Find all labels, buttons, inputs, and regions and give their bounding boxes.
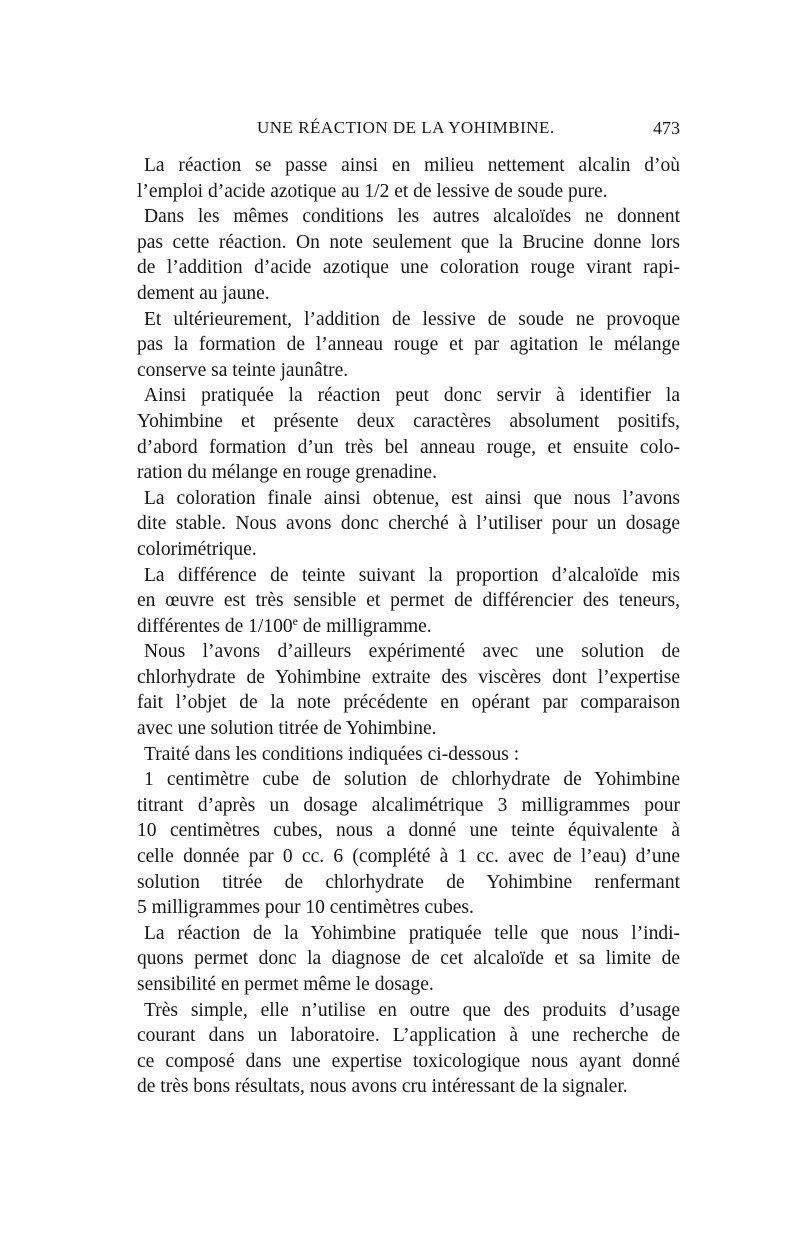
text-line: pas cette réaction. On note seulement que la Brucine donne lors [137,231,680,253]
text-line: 10 centimètres cubes, nous a donné une teinte équivalente à [137,820,680,842]
paragraph [137,921,680,998]
text-line: solution titrée de chlorhydrate de Yohimbine renfermant [137,871,680,893]
text-line: avec une solution titrée de Yohimbine. [137,718,437,740]
text-line: de l’addition d’acide azotique une coloration rouge virant rapi- [137,257,680,279]
body-text [137,153,680,1100]
paragraph [137,767,680,921]
text-line: Nous l’avons d’ailleurs expérimenté avec une solution de [144,641,680,663]
text-line: chlorhydrate de Yohimbine extraite des viscères dont l’expertise [137,666,680,688]
text-line: pas la formation de l’anneau rouge et par agitation le mélange [137,334,680,356]
text-line: en œuvre est très sensible et permet de différencier des teneurs, [137,590,680,612]
paragraph [137,563,680,640]
text-fragment: différentes de 1/100 [137,615,293,637]
text-line: sensibilité en permet même le dosage. [137,974,434,995]
text-line: Traité dans les conditions indiquées ci-dessous : [144,743,520,765]
text-line: La réaction de la Yohimbine pratiquée telle que nous l’indi- [144,922,680,944]
text-line: Très simple, elle n’utilise en outre que des produits d’usage [144,999,680,1021]
text-line: Yohimbine et présente deux caractères absolument positifs, [137,410,680,432]
text-line: d’abord formation d’un très bel anneau rouge, et ensuite colo- [137,436,680,458]
text-line: La différence de teinte suivant la proportion d’alcaloïde mis [144,564,680,586]
text-line: colorimétrique. [137,538,257,560]
text-line: La coloration finale ainsi obtenue, est ainsi que nous l’avons [144,487,680,509]
text-line: l’emploi d’acide azotique au 1/2 et de lessive de soude pure. [137,180,608,202]
text-line: titrant d’après un dosage alcalimétrique 3 milligrammes pour [137,794,680,816]
paragraph [137,153,680,204]
text-line: Et ultérieurement, l’addition de lessive de soude ne provoque [144,308,680,330]
text-line: Ainsi pratiquée la réaction peut donc servir à identifier la [144,385,680,407]
text-line: Dans les mêmes conditions les autres alcaloïdes ne donnent [144,206,680,228]
paragraph [137,486,680,563]
text-line: conserve sa teinte jaunâtre. [137,359,349,381]
text-line: celle donnée par 0 cc. 6 (complété à 1 cc. avec de l’eau) d’une [137,846,680,868]
text-line: 1 centimètre cube de solution de chlorhydrate de Yohimbine [144,769,680,791]
text-line [137,614,680,640]
paragraph [137,383,680,485]
text-line: courant dans un laboratoire. L’application à une recherche de [137,1025,680,1047]
text-line: dite stable. Nous avons donc cherché à l’utiliser pour un dosage [137,513,680,535]
paragraph [137,998,680,1100]
paragraph [137,742,680,768]
running-head [137,118,680,144]
text-line: ce composé dans une expertise toxicologique nous ayant donné [137,1050,680,1072]
paragraph [137,204,680,306]
page-number: 473 [653,118,680,138]
text-line: fait l’objet de la note précédente en opérant par comparaison [137,692,680,714]
text-line: ration du mélange en rouge grenadine. [137,462,437,484]
text-line: La réaction se passe ainsi en milieu nettement alcalin d’où [144,155,680,176]
text-line: de très bons résultats, nous avons cru intéressant de la signaler. [137,1076,628,1098]
paragraph [137,307,680,384]
running-title: UNE RÉACTION DE LA YOHIMBINE. [257,118,555,137]
text-line: 5 milligrammes pour 10 centimètres cubes. [137,897,474,919]
superscript: e [292,613,298,628]
text-line: quons permet donc la diagnose de cet alcaloïde et sa limite de [137,948,680,970]
text-fragment: de milligramme. [297,615,432,637]
paragraph [137,639,680,741]
text-line: dement au jaune. [137,282,270,304]
